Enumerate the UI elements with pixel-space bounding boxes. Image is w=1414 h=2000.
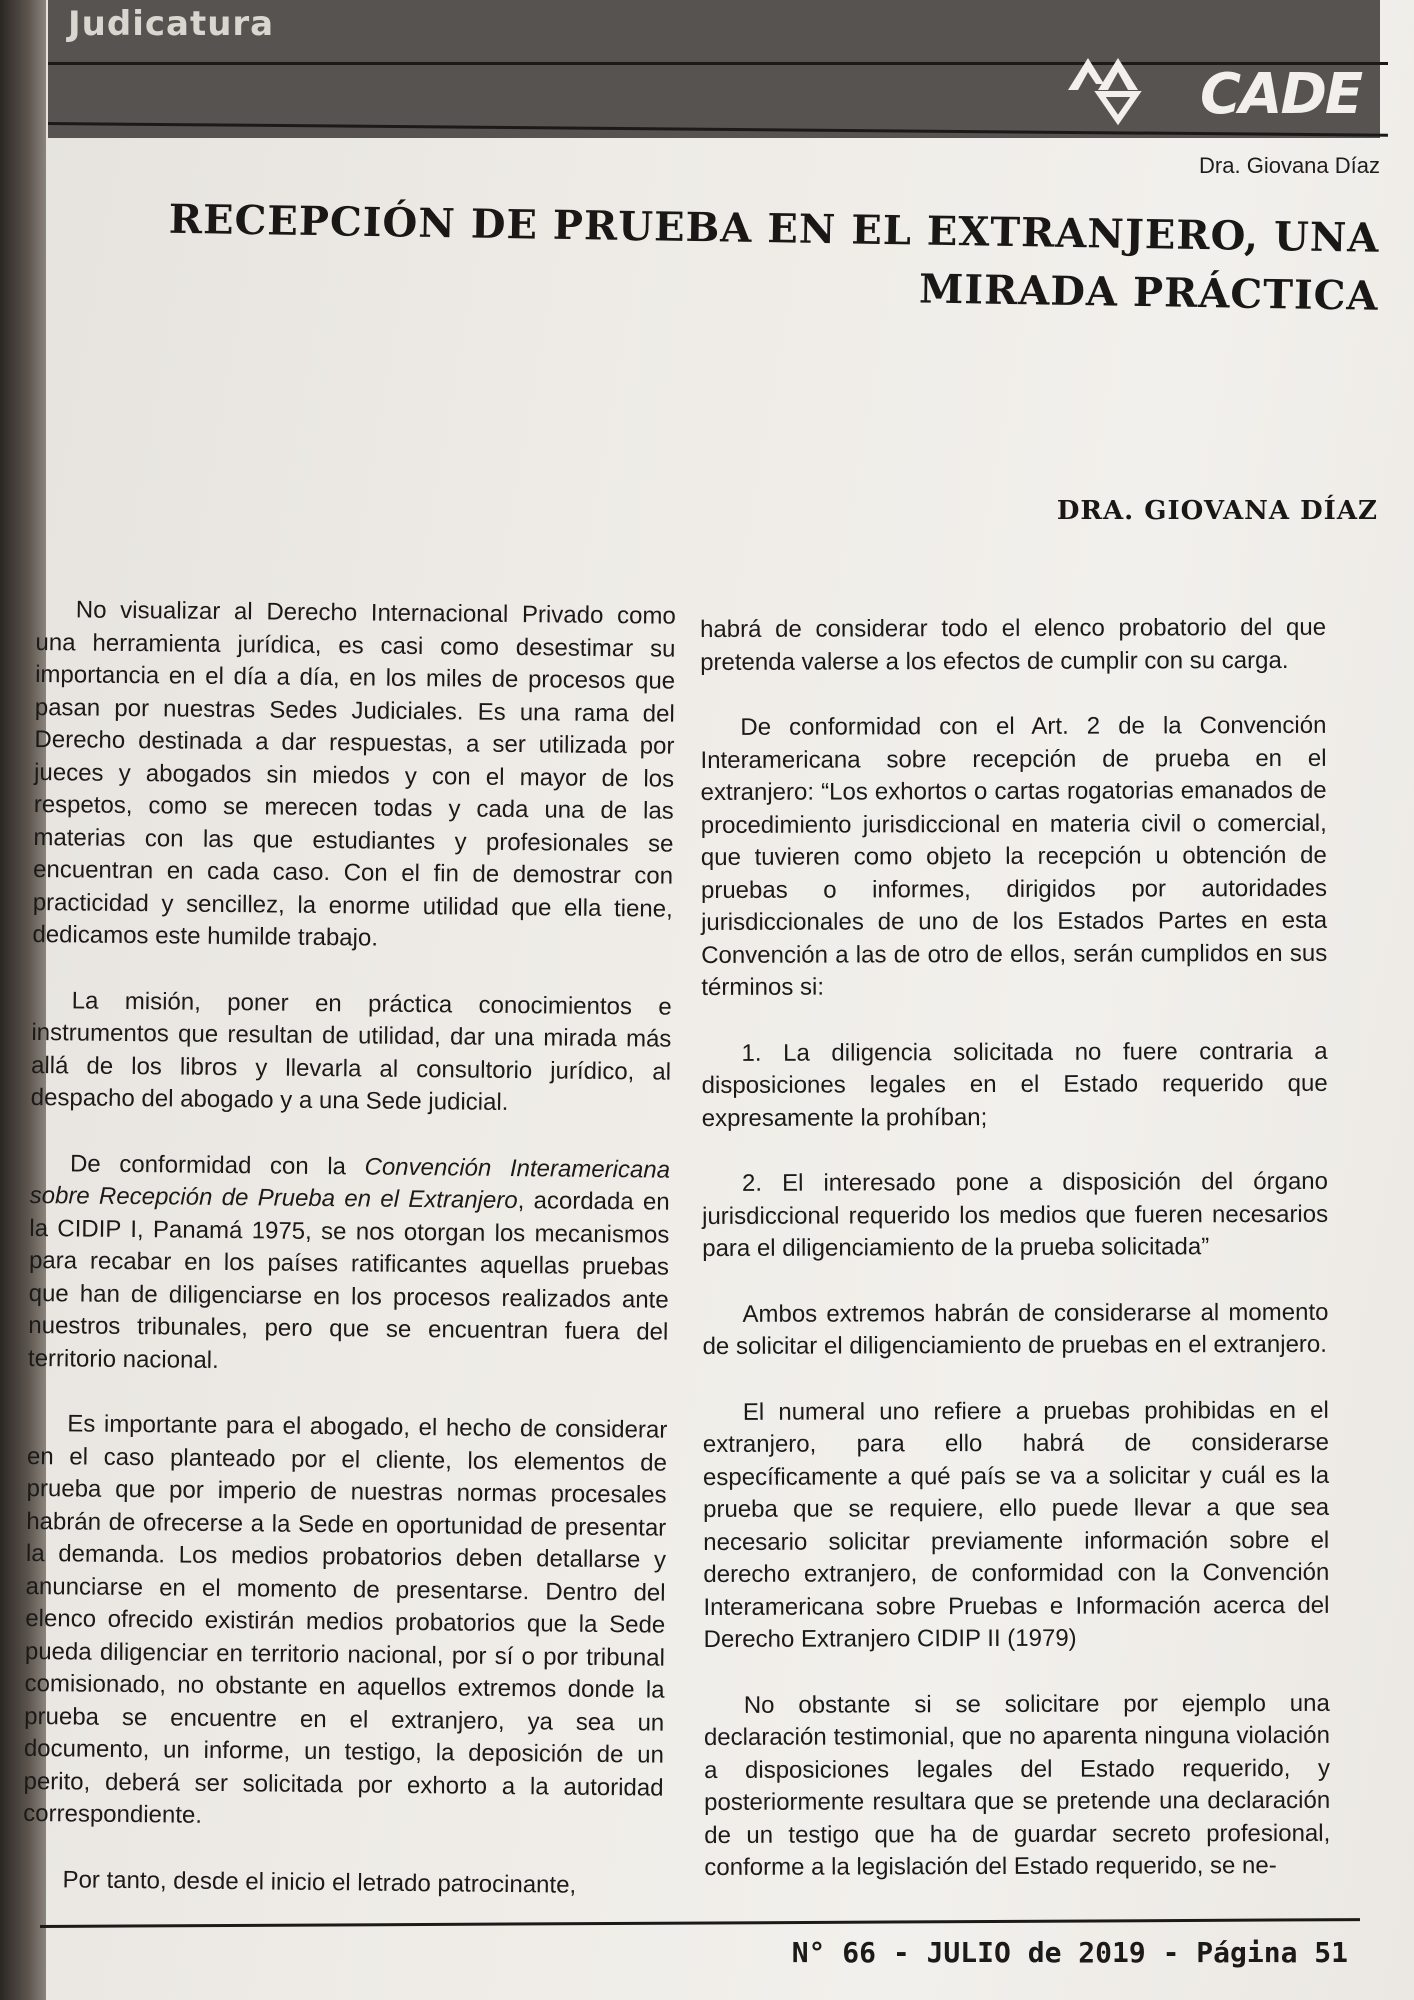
cade-logo bbox=[1060, 50, 1362, 130]
article-byline: DRA. GIOVANA DÍAZ bbox=[1056, 496, 1378, 526]
list-item: 1. La diligencia solicitada no fuere contraria a disposiciones legales en el Estado requerido que expresamente la prohíban; bbox=[701, 1037, 1328, 1132]
cade-emblem-icon bbox=[1060, 50, 1160, 130]
header-author: Dra. Giovana Díaz bbox=[1199, 153, 1380, 178]
paragraph: Es importante para el abogado, el hecho de considerar en el caso planteado por el cliente, los elementos de prueba que por imperio de nuestras normas procesales habrán de ofrecerse a la Sede en oportunidad de presentar la demanda. Los medios probatorios deben detallarse y anunciarse en el momento de presentarse. Dentro del elenco ofrecido existirán medios probatorios que la Sede pueda diligenciar en territorio nacional, por sí o por tribunal comisionado, no obstante en aquellos extremos donde la prueba se encuentre en el extranjero, ya sea un documento, un informe, un testigo, la deposición de un perito, deberá ser solicitada por exhorto a la autoridad correspondiente. bbox=[23, 1410, 668, 1829]
paragraph: Por tanto, desde el inicio el letrado patrocinante, bbox=[62, 1865, 577, 1899]
right-column bbox=[700, 612, 1331, 1918]
cade-logo-text: CADE bbox=[1200, 62, 1362, 127]
paragraph: No obstante si se solicitare por ejemplo una declaración testimonial, que no aparenta ninguna violación a disposiciones legales del Estado requerido, y posteriormente resultara que se pretende una declaración de un testigo que ha de guardar secreto profesional, conforme a la legislación del Estado requerido, se ne- bbox=[703, 1689, 1331, 1881]
paragraph: No visualizar al Derecho Internacional Privado como una herramienta jurídica, es casi como desestimar su importancia en el día a día, en los miles de procesos que pasan por nuestras Sedes Judiciales. Es una rama del Derecho destinada a dar respuestas, a ser utilizada por jueces y abogados sin miedos y con el mayor de los respetos, como se merecen todas y cada una de las materias con las que estudiantes y profesionales se encuentran en cada caso. Con el fin de demostrar con practicidad y sencillez, la enorme utilidad que ella tiene, dedicamos este humilde trabajo. bbox=[32, 596, 676, 952]
text-span: De conformidad con la bbox=[69, 1149, 365, 1180]
paragraph: La misión, poner en práctica conocimientos e instrumentos que resultan de utilidad, dar una mirada más allá de los libros y llevarla al consultorio jurídico, al despacho del abogado y a una Sede judicial. bbox=[30, 986, 672, 1116]
text-span: , acordada en la CIDIP I, Panamá 1975, se nos otorgan los mecanismos para recabar en los países ratificantes aquellas pruebas que han de diligenciarse en los procesos realizados ante nuestros tribunales, pero que se encuentran fuera del territorio nacional. bbox=[27, 1187, 670, 1374]
paragraph: De conformidad con el Art. 2 de la Convención Interamericana sobre recepción de prueba en el extranjero: “Los exhortos o cartas rogatorias emanados de procedimiento jurisdiccional en materia civil o comercial, que tuvieren como objeto la recepción u obtención de pruebas o informes, dirigidos por autoridades jurisdiccionales de uno de los Estados Partes en esta Convención a las de otro de ellos, serán cumplidos en sus términos si: bbox=[700, 711, 1328, 1001]
page-footer: N° 66 - JULIO de 2019 - Página 51 bbox=[791, 1936, 1348, 1969]
section-label: Judicatura bbox=[68, 4, 275, 44]
article-title: RECEPCIÓN DE PRUEBA EN EL EXTRANJERO, UNA MIRADA PRÁCTICA bbox=[168, 195, 1380, 320]
paragraph: Ambos extremos habrán de considerarse al momento de solicitar el diligenciamiento de pruebas en el extranjero. bbox=[702, 1298, 1329, 1360]
left-column bbox=[22, 594, 676, 1936]
paragraph: habrá de considerar todo el elenco probatorio del que pretenda valerse a los efectos de cumplir con su carga. bbox=[700, 613, 1327, 676]
paragraph bbox=[28, 1147, 670, 1381]
convention-title: Convención Interamericana sobre Recepción de Prueba en el Extranjero bbox=[29, 1152, 671, 1215]
list-item: 2. El interesado pone a disposición del órgano jurisdiccional requerido los medios que fueren necesarios para el diligenciamiento de la prueba solicitada” bbox=[702, 1167, 1329, 1262]
paragraph: El numeral uno refiere a pruebas prohibidas en el extranjero, para ello habrá de considerarse específicamente a qué país se va a solicitar y cuál es la prueba que se requiere, ello puede llevar a que sea necesario solicitar previamente información sobre el derecho extranjero, de conformidad con la Convención Interamericana sobre Pruebas e Información acerca del Derecho Extranjero CIDIP II (1979) bbox=[702, 1396, 1330, 1653]
